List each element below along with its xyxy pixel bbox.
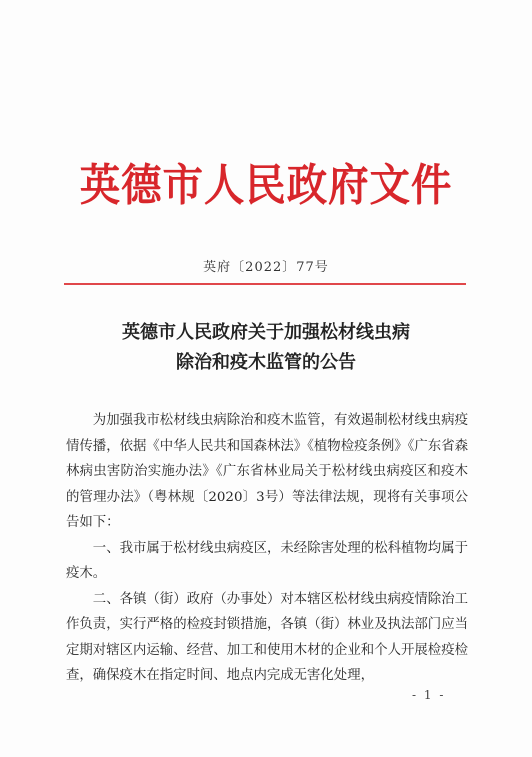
notice-body (66, 408, 468, 689)
document-number: 英府〔2022〕77号 (203, 260, 329, 275)
notice-title-line-1: 英德市人民政府关于加强松材线虫病 (122, 322, 410, 343)
body-paragraph-item-2: 二、各镇（街）政府（办事处）对本辖区松材线虫病疫情除治工作负责，实行严格的检疫封锁措施，各镇（街）林业及执法部门应当定期对辖区内运输、经营、加工和使用木材的企业和个人开展检疫检查，确保疫木在指定时间、地点内完成无害化处理， (66, 591, 468, 683)
notice-title-line-2: 除治和疫木监管的公告 (176, 352, 356, 373)
notice-title (0, 318, 532, 378)
body-paragraph-item-1: 一、我市属于松材线虫病疫区，未经除害处理的松科植物均属于疫木。 (66, 540, 468, 581)
body-paragraph-intro: 为加强我市松材线虫病除治和疫木监管，有效遏制松材线虫病疫情传播，依据《中华人民共和国森林法》《植物检疫条例》《广东省森林病虫害防治实施办法》《广东省林业局关于松材线虫病疫区和疫木的管理办法》（粤林规〔2020〕3号）等法律法规，现将有关事项公告如下： (66, 413, 468, 530)
government-header-title: 英德市人民政府文件 (79, 160, 453, 211)
page-number: - 1 - (412, 688, 446, 702)
red-separator-line (64, 283, 466, 285)
